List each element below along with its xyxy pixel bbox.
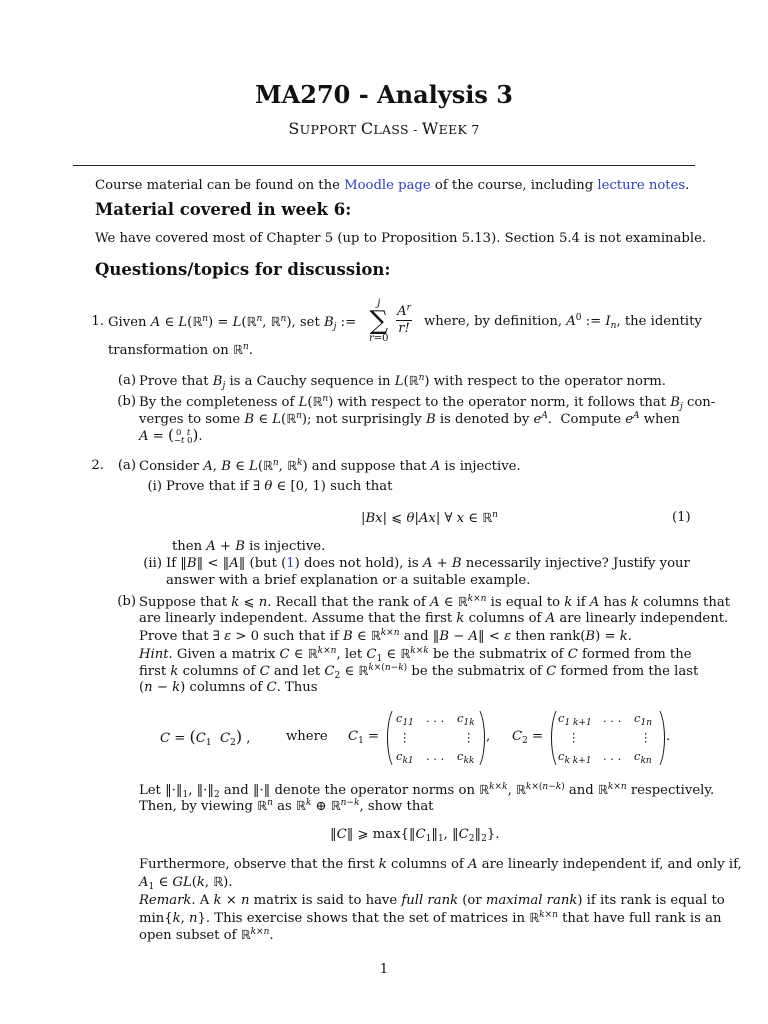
q2b-line1: Suppose that k ⩽ n. Recall that the rank of A ∈ ℝ$^{k\times n}$ is equal to k if A has k columns that xyxy=(139,594,731,610)
then-line: then A + B is injective. xyxy=(172,539,326,554)
week-text: We have covered most of Chapter 5 (up to Proposition 5.13). Section 5.4 is not examinable. xyxy=(95,231,707,246)
lecture-notes-link[interactable]: lecture notes xyxy=(597,178,686,193)
q2aii-label: (ii) xyxy=(143,556,162,571)
q2b-line3: Prove that ∃ ε > 0 such that if B ∈ ℝ$^{k\times n}$ and ‖B − A‖ < ε then rank(B) = k. xyxy=(139,628,632,644)
further-line1: Furthermore, observe that the first k columns of A are linearly independent if, and only if, xyxy=(139,857,742,872)
where-label: where xyxy=(286,729,328,744)
document-title: MA270 - Analysis 3 xyxy=(255,80,513,109)
q1-line1-cont: where, by definition, $A^0$ := $I_n$, the identity xyxy=(424,313,702,331)
q1b-line1: By the completeness of L(ℝ$^n$) with respect to the operator norm, it follows that $B_j$ con- xyxy=(139,394,716,412)
remark-line1: Remark. A k × n matrix is said to have full rank (or maximal rank) if its rank is equal to xyxy=(139,893,725,908)
hint-line2: first k columns of C and let $C_2$ ∈ ℝ$^{k\times(n-k)}$ be the submatrix of C formed from the last xyxy=(139,663,699,681)
q2ai-label: (i) xyxy=(147,479,162,494)
title-divider xyxy=(73,165,695,166)
equation-1-ref[interactable]: 1 xyxy=(286,556,295,571)
document-subtitle: SUPPORT CLASS - WEEK 7 xyxy=(288,119,480,138)
q1-line2: transformation on ℝ$^n$. xyxy=(108,342,253,358)
let-line: Let $‖\cdot‖_1$, $‖\cdot‖_2$ and ‖·‖ denote the operator norms on ℝ$^{k\times k}$, ℝ$^{k\times(n-k)}$ and ℝ$^{k\times n}$ respectively. xyxy=(139,782,715,800)
q2b-line2: are linearly independent. Assume that the first k columns of A are linearly independent. xyxy=(139,611,729,626)
remark-line2: min{k, n}. This exercise shows that the set of matrices in ℝ$^{k\times n}$ that have full rank is an xyxy=(139,910,722,926)
q2a-label: (a) xyxy=(117,458,136,473)
intro-paragraph: Course material can be found on the Moodle page of the course, including lecture notes. xyxy=(95,178,690,193)
questions-heading: Questions/topics for discussion: xyxy=(95,260,391,279)
q2-number: 2. xyxy=(91,458,104,473)
q1a-text: Prove that $B_j$ is a Cauchy sequence in L(ℝ$^n$) with respect to the operator norm. xyxy=(139,373,666,391)
q2b-label: (b) xyxy=(117,594,136,609)
q2ai-text: Prove that if ∃ θ ∈ [0, 1) such that xyxy=(166,479,393,494)
hint-line3: (n − k) columns of C. Thus xyxy=(139,680,318,695)
q2aii-line1: If ‖B‖ < ‖A‖ (but (1) does not hold), is A + B necessarily injective? Justify your xyxy=(166,556,690,571)
equation-number: (1) xyxy=(672,510,691,525)
q2aii-line2: answer with a brief explanation or a suitable example. xyxy=(166,573,531,588)
q1b-line2: verges to some B ∈ L(ℝ$^n$); not surprisingly B is denoted by $e^A$. Compute $e^A$ when xyxy=(139,411,680,427)
c2-label: $C_2$ = xyxy=(512,729,544,746)
c1-label: $C_1$ = xyxy=(348,729,380,746)
equation-1: |Bx| ⩽ θ|Ax| ∀ x ∈ ℝ$^n$ xyxy=(361,510,498,526)
norm-inequality: ‖C‖ ⩾ $\max\{‖C_1‖_1$, $‖C_2‖_2$}. xyxy=(330,827,500,844)
page-number: 1 xyxy=(379,962,389,977)
matrix-c-def: $C = (C_1$ $C_2$) , xyxy=(160,727,251,748)
moodle-page-link[interactable]: Moodle page xyxy=(344,178,431,193)
q1b-line3: A = ( 0 t −t 0). xyxy=(139,426,203,446)
q1-number: 1. xyxy=(91,314,104,329)
q2a-text: Consider A, B ∈ L(ℝ$^n$, ℝ$^k$) and suppose that A is injective. xyxy=(139,458,521,474)
view-line: Then, by viewing ℝ$^n$ as ℝ$^k$ ⊕ ℝ$^{n-k}$, show that xyxy=(139,798,434,814)
remark-line3: open subset of ℝ$^{k\times n}$. xyxy=(139,927,274,943)
sum-symbol: j ∑ r=0 xyxy=(369,298,389,344)
q1-line1: Given A ∈ L(ℝ$^n$) = L(ℝ$^n$, ℝ$^n$), set $B_j$ := xyxy=(108,314,357,332)
hint-line1: Hint. Given a matrix C ∈ ℝ$^{k\times n}$, let $C_1$ ∈ ℝ$^{k\times k}$ be the submatrix of C formed from the xyxy=(139,646,692,664)
week-heading: Material covered in week 6: xyxy=(95,200,352,219)
further-line2: $A_1$ ∈ GL(k, ℝ). xyxy=(139,874,233,892)
q1b-label: (b) xyxy=(117,394,136,409)
q1a-label: (a) xyxy=(117,373,136,388)
fraction-ar-over-rfactorial: $A^r$ r! xyxy=(397,303,411,336)
